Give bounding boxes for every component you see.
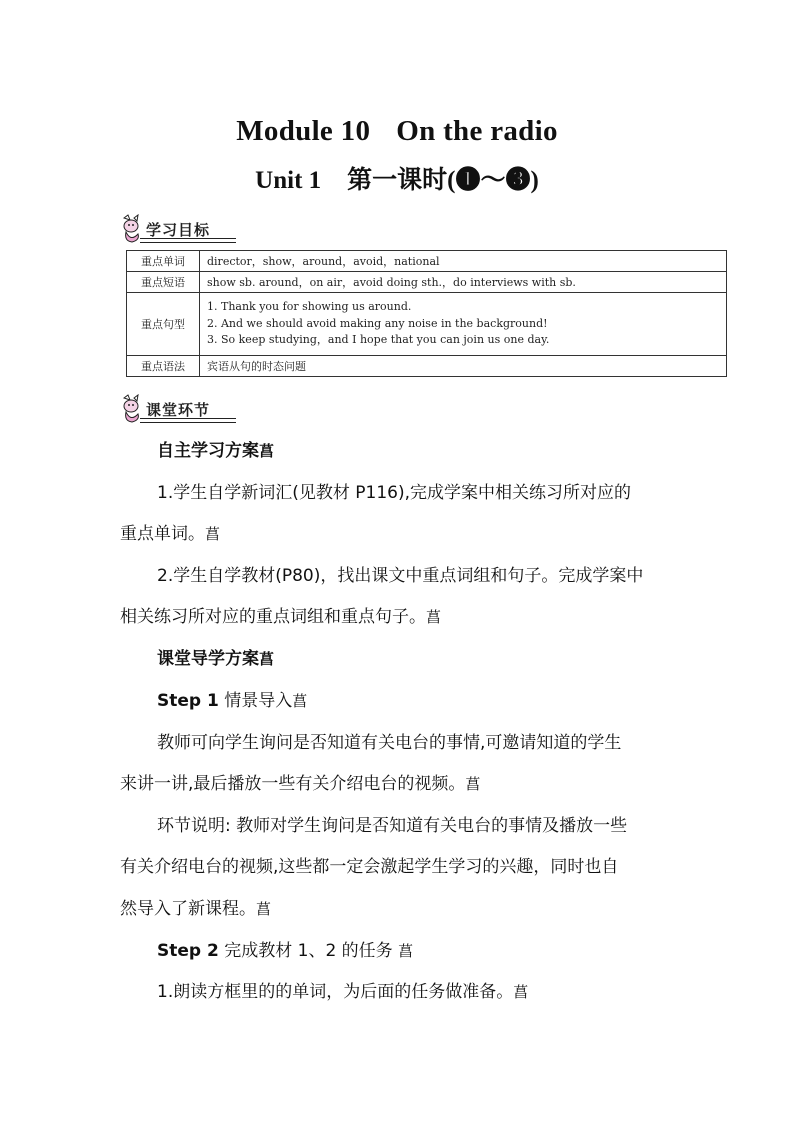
module-title (0, 115, 794, 148)
paragraph-line: 有关介绍电台的视频,这些都一定会激起学生学习的兴趣，同时也自 (120, 857, 619, 877)
paragraph-line: 1.学生自学新词汇(见教材 P116),完成学案中相关练习所对应的 (157, 483, 631, 503)
table-row (127, 251, 727, 272)
paragraph-mark: 菖 (426, 608, 442, 626)
paragraph-mark: 菖 (465, 775, 481, 793)
unit-title (0, 160, 794, 196)
line-text: 相关练习所对应的重点词组和重点句子。 (120, 607, 426, 627)
sentence-line: 1. Thank you for showing us around. (207, 300, 412, 314)
table-row (127, 356, 727, 377)
module-number: Module 10 (236, 115, 371, 147)
paragraph-mark: 菖 (292, 692, 308, 710)
line-text: 1.朗读方框里的的单词，为后面的任务做准备。 (157, 982, 514, 1002)
line-text: 重点单词。 (120, 524, 205, 544)
paragraph-line (120, 522, 680, 546)
step2-heading (120, 939, 680, 963)
row-key: 重点句型 (127, 293, 200, 356)
paragraph-mark: 菖 (259, 442, 275, 460)
heading-self-study (120, 439, 680, 463)
line-text: 然导入了新课程。 (120, 899, 256, 919)
lesson-name: 第一课时(❶～❸) (347, 167, 539, 194)
row-key: 重点短语 (127, 272, 200, 293)
step-title: 情景导入 (224, 691, 293, 711)
sentence-line: 3. So keep studying，and I hope that you can join us one day. (207, 333, 550, 347)
heading-class-guide (120, 647, 680, 671)
section-label: 学习目标 (146, 221, 211, 239)
paragraph-line (120, 980, 680, 1004)
learning-goals-table (126, 250, 727, 377)
paragraph-line (120, 605, 680, 629)
row-value: director，show，around，avoid，national (200, 251, 727, 272)
line-text: 来讲一讲,最后播放一些有关介绍电台的视频。 (120, 774, 466, 794)
table-row (127, 293, 727, 356)
paragraph-line (120, 772, 680, 796)
paragraph-mark: 菖 (259, 650, 275, 668)
paragraph-mark: 菖 (256, 900, 272, 918)
unit-number: Unit 1 (255, 167, 322, 194)
step-number: Step 1 (157, 691, 219, 711)
paragraph-line (120, 897, 680, 921)
paragraph-line: 教师可向学生询问是否知道有关电台的事情,可邀请知道的学生 (157, 733, 622, 753)
sentence-line: 2. And we should avoid making any noise in the background! (207, 316, 548, 330)
row-value: show sb. around，on air，avoid doing sth.，do interviews with sb. (200, 272, 727, 293)
section-label: 课堂环节 (146, 401, 211, 419)
row-key: 重点单词 (127, 251, 200, 272)
section-underline (140, 238, 236, 243)
paragraph-mark: 菖 (398, 942, 414, 960)
table-row (127, 272, 727, 293)
heading-text: 自主学习方案 (157, 441, 259, 461)
step-number: Step 2 (157, 941, 219, 961)
heading-text: 课堂导学方案 (157, 649, 259, 669)
step1-heading (120, 689, 680, 713)
row-key: 重点语法 (127, 356, 200, 377)
section-header-class (118, 394, 238, 424)
paragraph-line: 环节说明: 教师对学生询问是否知道有关电台的事情及播放一些 (157, 816, 628, 836)
section-underline (140, 418, 236, 423)
row-value (200, 293, 727, 356)
section-header-goals (118, 214, 238, 244)
paragraph-mark: 菖 (513, 983, 529, 1001)
row-value: 宾语从句的时态问题 (200, 356, 727, 377)
step-title: 完成教材 1、2 的任务 (224, 941, 393, 961)
paragraph-line: 2.学生自学教材(P80)，找出课文中重点词组和句子。完成学案中 (157, 566, 644, 586)
paragraph-mark: 菖 (205, 525, 221, 543)
module-name: On the radio (396, 115, 558, 147)
